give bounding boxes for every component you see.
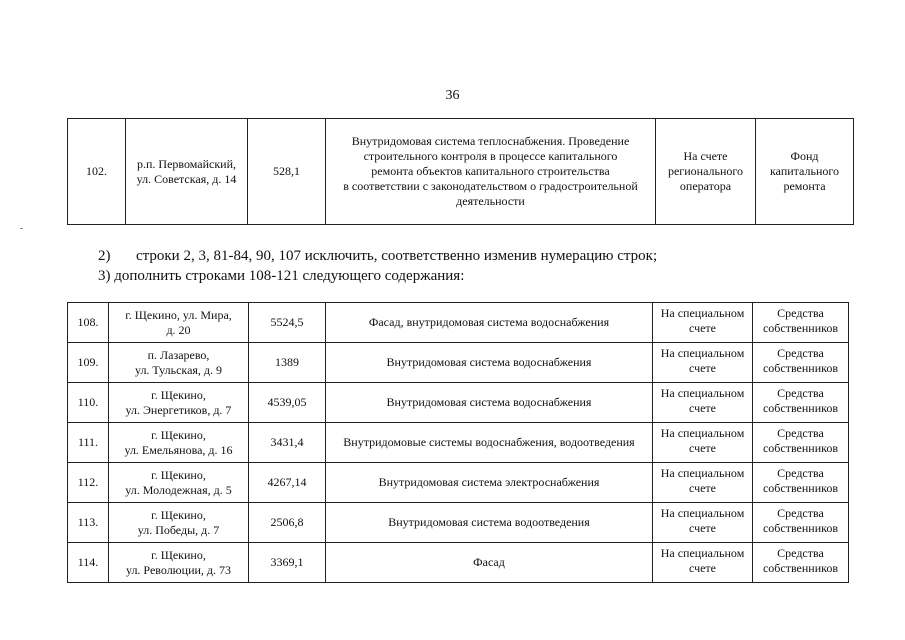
account-cell: На специальном счете	[653, 343, 753, 383]
bottom-table-body	[68, 303, 849, 583]
work-description-cell: Фасад, внутридомовая система водоснабжения	[326, 303, 653, 343]
cost-cell: 5524,5	[249, 303, 326, 343]
cost-cell: 3431,4	[249, 423, 326, 463]
work-description-cell: Внутридомовая система водоснабжения	[326, 343, 653, 383]
cost-cell: 2506,8	[249, 503, 326, 543]
instruction-text: строки 2, 3, 81-84, 90, 107 исключить, соответственно изменив нумерацию строк;	[136, 248, 658, 264]
row-number-cell: 112.	[68, 463, 109, 503]
table-row	[68, 463, 849, 503]
cost-cell: 4267,14	[249, 463, 326, 503]
funding-source-cell: Средства собственников	[753, 543, 849, 583]
instruction-line-2	[98, 246, 657, 266]
cost-cell: 528,1	[248, 119, 326, 225]
row-number-cell: 108.	[68, 303, 109, 343]
work-description-cell: Внутридомовая система водоотведения	[326, 503, 653, 543]
bottom-table	[67, 302, 849, 583]
account-cell: На специальном счете	[653, 463, 753, 503]
table-row	[68, 543, 849, 583]
account-cell: На специальном счете	[653, 543, 753, 583]
row-number-cell: 111.	[68, 423, 109, 463]
address-cell: г. Щекино, ул. Победы, д. 7	[109, 503, 249, 543]
row-number-cell: 102.	[68, 119, 126, 225]
work-description-cell: Фасад	[326, 543, 653, 583]
instruction-line-3: 3) дополнить строками 108-121 следующего содержания:	[98, 268, 465, 284]
funding-source-cell: Средства собственников	[753, 303, 849, 343]
table-row	[68, 383, 849, 423]
work-description-cell: Внутридомовые системы водоснабжения, водоотведения	[326, 423, 653, 463]
top-table-body	[68, 119, 854, 225]
table-row	[68, 303, 849, 343]
table-row	[68, 423, 849, 463]
top-table	[67, 118, 854, 225]
address-cell: г. Щекино, ул. Энергетиков, д. 7	[109, 383, 249, 423]
instructions	[98, 246, 657, 286]
work-description-cell: Внутридомовая система теплоснабжения. Проведение строительного контроля в процессе капитального ремонта объектов капитального строительства в соответствии с законодательством о градостроительной деятельности	[326, 119, 656, 225]
address-cell: г. Щекино, ул. Революции, д. 73	[109, 543, 249, 583]
funding-source-cell: Средства собственников	[753, 503, 849, 543]
account-cell: На специальном счете	[653, 423, 753, 463]
funding-source-cell: Фонд капитального ремонта	[756, 119, 854, 225]
page-number: 36	[445, 88, 460, 103]
funding-source-cell: Средства собственников	[753, 463, 849, 503]
funding-source-cell: Средства собственников	[753, 423, 849, 463]
work-description-cell: Внутридомовая система водоснабжения	[326, 383, 653, 423]
cost-cell: 4539,05	[249, 383, 326, 423]
instruction-number: 2)	[98, 248, 111, 264]
funding-source-cell: Средства собственников	[753, 343, 849, 383]
address-cell: г. Щекино, ул. Емельянова, д. 16	[109, 423, 249, 463]
address-cell: п. Лазарево, ул. Тульская, д. 9	[109, 343, 249, 383]
row-number-cell: 114.	[68, 543, 109, 583]
address-cell: р.п. Первомайский, ул. Советская, д. 14	[126, 119, 248, 225]
address-cell: г. Щекино, ул. Молодежная, д. 5	[109, 463, 249, 503]
row-number-cell: 113.	[68, 503, 109, 543]
cost-cell: 3369,1	[249, 543, 326, 583]
account-cell: На специальном счете	[653, 503, 753, 543]
table-row	[68, 343, 849, 383]
funding-source-cell: Средства собственников	[753, 383, 849, 423]
table-row	[68, 119, 854, 225]
row-number-cell: 109.	[68, 343, 109, 383]
account-cell: На счете регионального оператора	[656, 119, 756, 225]
account-cell: На специальном счете	[653, 303, 753, 343]
cost-cell: 1389	[249, 343, 326, 383]
account-cell: На специальном счете	[653, 383, 753, 423]
address-cell: г. Щекино, ул. Мира, д. 20	[109, 303, 249, 343]
table-row	[68, 503, 849, 543]
work-description-cell: Внутридомовая система электроснабжения	[326, 463, 653, 503]
margin-mark	[20, 228, 23, 229]
row-number-cell: 110.	[68, 383, 109, 423]
